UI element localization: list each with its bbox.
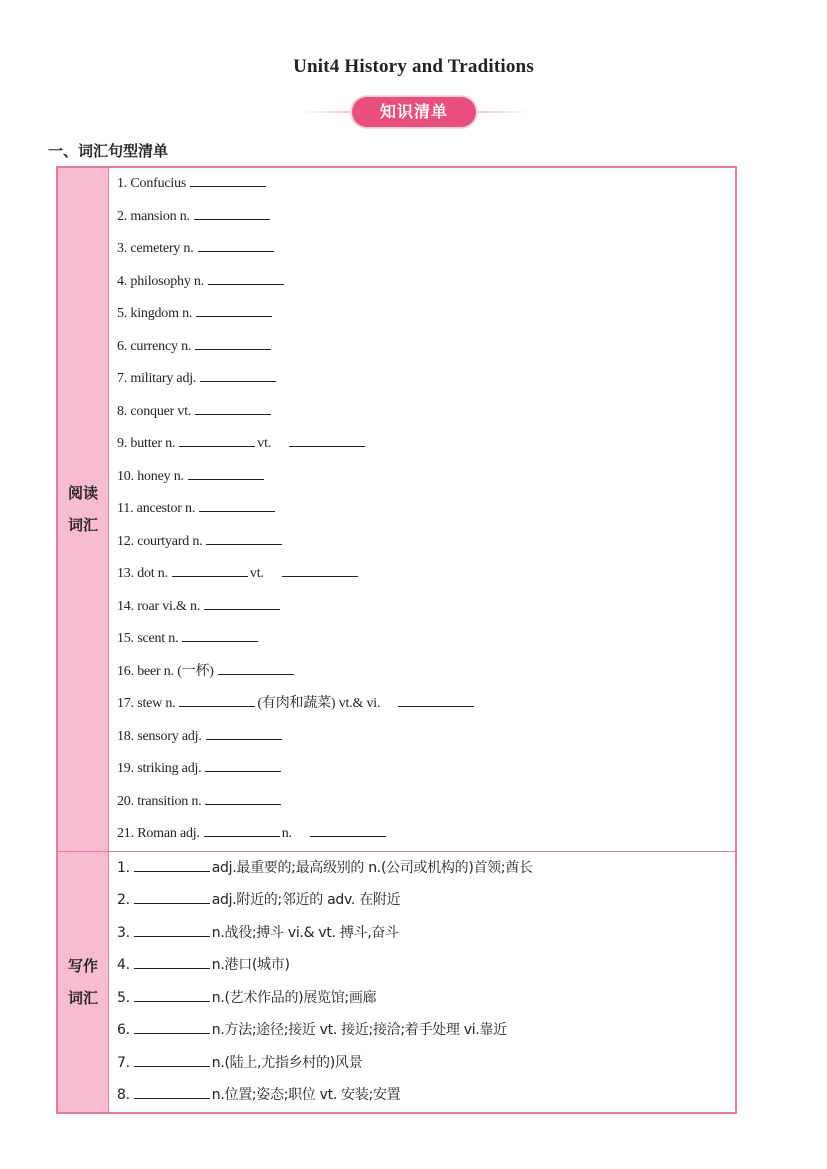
item-text: 21. Roman adj.: [117, 826, 200, 841]
reading-item: [117, 461, 735, 494]
answer-blank[interactable]: [134, 854, 210, 872]
answer-blank[interactable]: [179, 429, 255, 447]
reading-list: [109, 167, 737, 851]
item-text: 7. military adj.: [117, 371, 197, 386]
reading-item: [117, 493, 735, 526]
reading-item: [117, 688, 735, 721]
answer-blank[interactable]: [218, 657, 294, 675]
reading-item: [117, 331, 735, 364]
item-text: vt.: [257, 436, 272, 451]
answer-blank[interactable]: [199, 494, 275, 512]
item-number: 3.: [117, 924, 130, 941]
item-text: (有肉和蔬菜) vt.& vi.: [257, 696, 381, 711]
item-text: n.: [281, 826, 292, 841]
answer-blank[interactable]: [134, 886, 210, 904]
answer-blank[interactable]: [188, 462, 264, 480]
answer-blank[interactable]: [206, 527, 282, 545]
section-banner: [0, 97, 827, 127]
reading-section: [57, 167, 736, 851]
answer-blank[interactable]: [134, 984, 210, 1002]
banner-decor-line: [300, 111, 360, 113]
item-definition: adj.最重要的;最高级别的 n.(公司或机构的)首领;酋长: [211, 859, 533, 876]
reading-item: [117, 721, 735, 754]
item-number: 6.: [117, 1022, 130, 1038]
writing-section: [57, 851, 736, 1113]
reading-item: [117, 591, 735, 624]
answer-blank[interactable]: [195, 332, 271, 350]
answer-blank[interactable]: [206, 722, 282, 740]
item-number: 8.: [117, 1087, 130, 1103]
item-text: 6. currency n.: [117, 338, 192, 354]
answer-blank[interactable]: [204, 819, 280, 837]
answer-blank[interactable]: [196, 299, 272, 317]
item-definition: n.(陆上,尤指乡村的)风景: [211, 1054, 363, 1071]
item-text: 19. striking adj.: [117, 761, 202, 776]
item-definition: n.位置;姿态;职位 vt. 安装;安置: [211, 1087, 401, 1103]
reading-item: [117, 558, 735, 591]
item-text: 17. stew n.: [117, 696, 176, 711]
answer-blank[interactable]: [289, 429, 365, 447]
writing-label: 写作 词汇: [57, 851, 109, 1113]
reading-item: [117, 266, 735, 299]
reading-item: [117, 656, 735, 689]
item-text: 1. Confucius: [117, 176, 187, 191]
reading-item: [117, 623, 735, 656]
answer-blank[interactable]: [208, 267, 284, 285]
item-number: 4.: [117, 957, 130, 973]
answer-blank[interactable]: [190, 169, 266, 187]
banner-label: 知识清单: [352, 97, 476, 127]
item-number: 7.: [117, 1054, 130, 1071]
item-definition: n.方法;途径;接近 vt. 接近;接洽;着手处理 vi.靠近: [211, 1022, 507, 1038]
answer-blank[interactable]: [182, 624, 258, 642]
reading-item: [117, 233, 735, 266]
item-definition: n.战役;搏斗 vi.& vt. 搏斗,奋斗: [211, 924, 399, 941]
reading-item: [117, 201, 735, 234]
answer-blank[interactable]: [198, 234, 274, 252]
writing-item: [117, 917, 735, 950]
item-text: vt.: [249, 566, 264, 581]
writing-item: [117, 852, 735, 885]
item-definition: n.(艺术作品的)展览馆;画廊: [211, 989, 377, 1006]
item-number: 2.: [117, 892, 130, 908]
answer-blank[interactable]: [398, 689, 474, 707]
item-text: 3. cemetery n.: [117, 241, 194, 256]
item-text: 15. scent n.: [117, 631, 179, 646]
item-text: 8. conquer vt.: [117, 403, 192, 419]
item-text: 5. kingdom n.: [117, 306, 193, 321]
page-title: Unit4 History and Traditions: [293, 56, 534, 77]
item-text: 12. courtyard n.: [117, 533, 203, 549]
answer-blank[interactable]: [195, 397, 271, 415]
item-text: 16. beer n. (一杯): [117, 663, 214, 679]
item-definition: n.港口(城市): [211, 957, 290, 973]
reading-item: [117, 526, 735, 559]
section-heading: 一、词汇句型清单: [48, 142, 169, 160]
item-text: 18. sensory adj.: [117, 728, 202, 744]
item-number: 1.: [117, 859, 130, 876]
item-number: 5.: [117, 989, 130, 1006]
answer-blank[interactable]: [200, 364, 276, 382]
answer-blank[interactable]: [205, 787, 281, 805]
item-text: 20. transition n.: [117, 793, 202, 809]
item-text: 10. honey n.: [117, 468, 184, 484]
writing-item: [117, 1014, 735, 1047]
answer-blank[interactable]: [194, 202, 270, 220]
answer-blank[interactable]: [134, 1081, 210, 1099]
writing-item: [117, 949, 735, 982]
answer-blank[interactable]: [205, 754, 281, 772]
writing-item: [117, 1079, 735, 1112]
writing-item: [117, 982, 735, 1015]
answer-blank[interactable]: [134, 919, 210, 937]
reading-item: [117, 363, 735, 396]
item-text: 11. ancestor n.: [117, 501, 196, 516]
reading-item: [117, 168, 735, 201]
item-text: 14. roar vi.& n.: [117, 598, 201, 614]
answer-blank[interactable]: [134, 1016, 210, 1034]
answer-blank[interactable]: [310, 819, 386, 837]
reading-item: [117, 396, 735, 429]
reading-item: [117, 753, 735, 786]
writing-item: [117, 884, 735, 917]
item-text: 9. butter n.: [117, 436, 176, 451]
reading-item: [117, 818, 735, 851]
answer-blank[interactable]: [172, 559, 248, 577]
vocab-table: [56, 166, 737, 1114]
banner-decor-line: [470, 111, 530, 113]
answer-blank[interactable]: [179, 689, 255, 707]
item-text: 4. philosophy n.: [117, 273, 205, 289]
answer-blank[interactable]: [134, 1049, 210, 1067]
writing-list: [109, 851, 737, 1113]
item-text: 2. mansion n.: [117, 208, 190, 224]
item-definition: adj.附近的;邻近的 adv. 在附近: [211, 892, 401, 908]
item-text: 13. dot n.: [117, 566, 168, 581]
answer-blank[interactable]: [204, 592, 280, 610]
reading-item: [117, 428, 735, 461]
answer-blank[interactable]: [282, 559, 358, 577]
reading-label: 阅读 词汇: [57, 167, 109, 851]
answer-blank[interactable]: [134, 951, 210, 969]
writing-item: [117, 1047, 735, 1080]
reading-item: [117, 786, 735, 819]
reading-item: [117, 298, 735, 331]
